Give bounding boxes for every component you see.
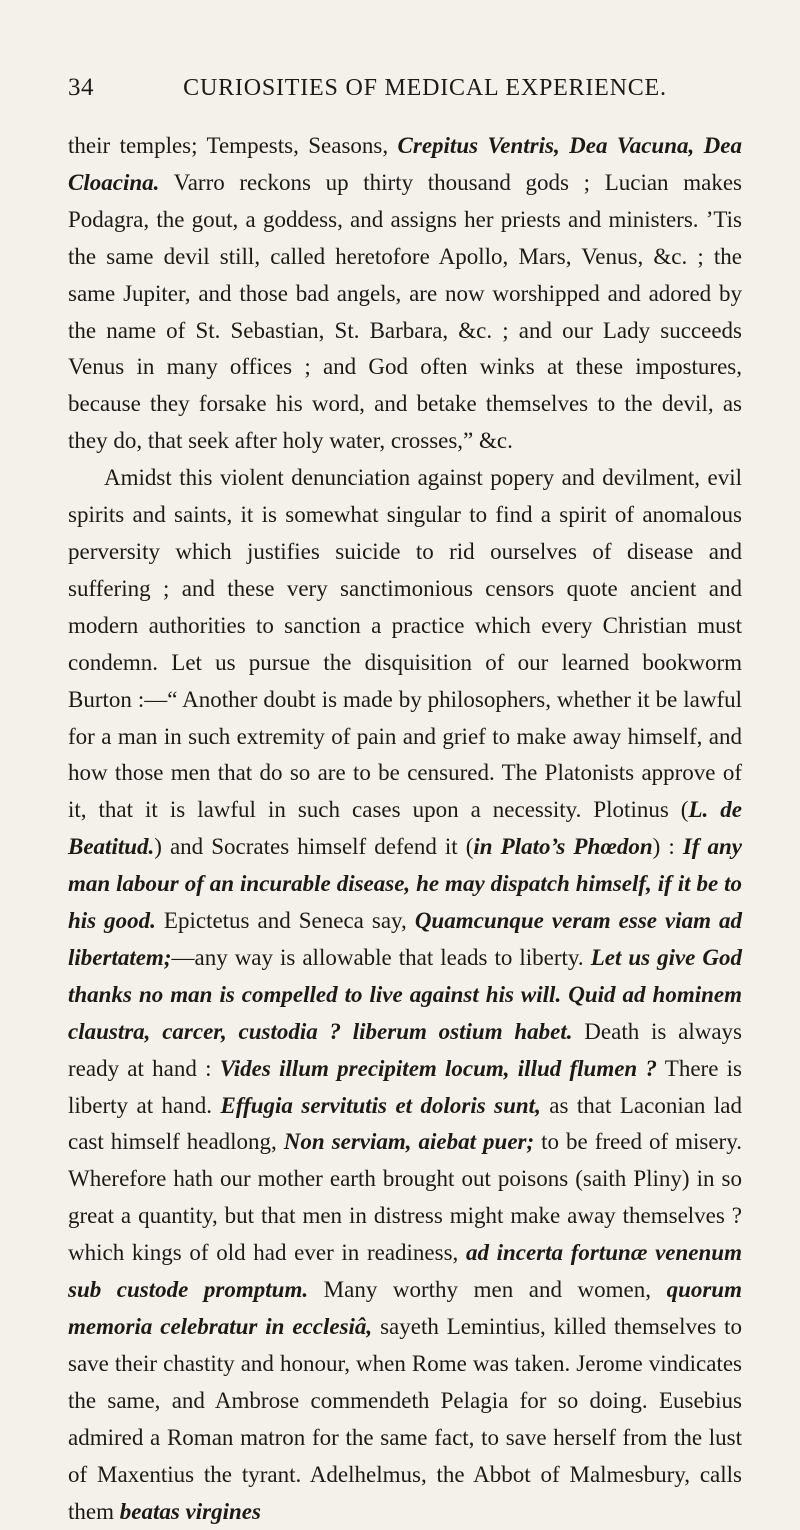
italic-text-run: Non serviam, aiebat puer; [283, 1129, 535, 1155]
text-run: sayeth Lemintius, killed themselves to save their chastity and honour, when Rome was taken. Jerome vindicates the same, and Ambrose commendeth Pelagia for so doing. Eusebius admired a Roman matron for the same fact, to save herself from the lust of Maxentius the tyrant. Adelhelmus, the Abbot of Malmesbury, calls them [68, 1314, 742, 1524]
italic-text-run: Vides illum precipitem locum, illud flumen ? [219, 1055, 657, 1081]
paragraph-2 [68, 460, 742, 1530]
italic-text-run: If any man labour of an incurable disease, he may dispatch himself, if it be to his good. [68, 834, 742, 934]
italic-text-run: in Plato’s Phœdon [473, 834, 653, 860]
text-run: their temples; Tempests, Seasons, [68, 133, 398, 158]
text-run: There is liberty at hand. [68, 1055, 742, 1118]
text-run: ) : [652, 834, 683, 860]
text-run: —any way is allowable that leads to liberty. [171, 944, 591, 970]
italic-text-run: Effugia servitutis et doloris sunt, [220, 1092, 541, 1118]
italic-text-run: quorum memoria celebratur in ecclesiâ, [68, 1277, 742, 1339]
italic-text-run: ad incerta fortunæ venenum sub custode promptum. [68, 1240, 742, 1303]
text-run: Epictetus and Seneca say, [155, 908, 415, 934]
paragraph-1 [68, 128, 742, 460]
body-text [68, 128, 742, 1530]
text-run: Amidst this violent denunciation against popery and devilment, evil spirits and saints, it is somewhat singular to find a spirit of anomalous perversity which justifies suicide to rid ourselves of disease and suffering ; and these very sanctimonious censors quote ancient and modern authorities to sanction a practice which every Christian must condemn. Let us pursue the disquisition of our learned bookworm Burton :—“ Another doubt is made by philosophers, whether it be lawful for a man in such extremity of pain and grief to make away himself, and how those men that do so are to be censured. The Platonists approve of it, that it is lawful in such cases upon a necessity. Plotinus ( [68, 465, 742, 823]
italic-text-run: Quamcunque veram esse viam ad libertatem; [68, 908, 743, 970]
italic-text-run: L. de Beatitud. [68, 797, 742, 860]
text-run: Many worthy men and women, [308, 1277, 667, 1303]
text-run: ) and Socrates himself defend it ( [154, 834, 474, 860]
text-run: as that Laconian lad cast himself headlong, [68, 1092, 742, 1155]
running-title: CURIOSITIES OF MEDICAL EXPERIENCE. [183, 75, 667, 101]
italic-text-run: Crepitus Ventris, Dea Vacuna, Dea Cloacina. [68, 133, 742, 195]
italic-text-run: beatas virgines [119, 1498, 261, 1524]
running-head [68, 74, 742, 108]
italic-text-run: Let us give God thanks no man is compelled to live against his will. Quid ad hominem claustra, carcer, custodia ? liberum ostium habet. [68, 944, 742, 1044]
page-number: 34 [68, 74, 94, 101]
text-run: to be freed of misery. Wherefore hath our mother earth brought out poisons (saith Pliny) in so great a quantity, but that men in distress might make away themselves ? which kings of old had ever in readiness, [68, 1129, 742, 1266]
text-run: Death is always ready at hand : [68, 1018, 742, 1081]
text-run: Varro reckons up thirty thousand gods ; Lucian makes Podagra, the gout, a goddess, and assigns her priests and ministers. ’Tis the same devil still, called heretofore Apollo, Mars, Venus, &c. ; the same Jupiter, and those bad angels, are now worshipped and adored by the name of St. Sebastian, St. Barbara, &c. ; and our Lady succeeds Venus in many offices ; and God often winks at these impostures, because they forsake his word, and betake themselves to the devil, as they do, that seek after holy water, crosses,” &c. [68, 169, 742, 454]
